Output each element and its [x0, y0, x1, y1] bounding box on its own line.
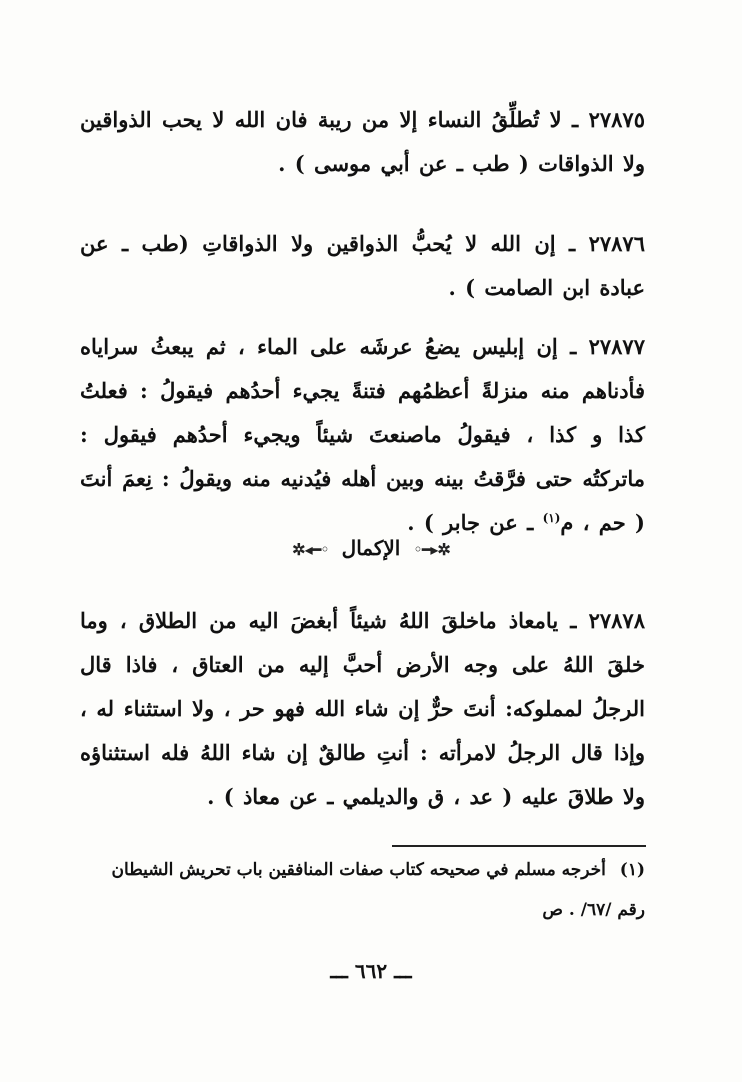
hadith-27877 [80, 325, 645, 545]
section-title: الإكمال [341, 536, 401, 560]
footnote [80, 850, 645, 930]
hadith-27878: ٢٧٨٧٨ ـ يامعاذ ماخلقَ اللهُ شيئاً أبغضَ اليه من الطلاق ، وما خلقَ اللهُ على وجه الأرض أحبَّ إليه من العتاق ، فاذا قال الرجلُ لمملوكه: أنتَ حرٌّ إن شاء الله فهو حر ، ولا استثناء له ، وإذا قال الرجلُ لامرأته : أنتِ طالقٌ إن شاء اللهُ فله استثناؤه ولا طلاقَ عليه ( عد ، ق والديلمي ـ عن معاذ ) . [80, 608, 645, 809]
ornament-right-icon: ✲▸━◦ [413, 539, 450, 559]
page-number: ـــ ٦٦٢ ـــ [330, 959, 412, 983]
footnote-reference: (١) [542, 511, 561, 525]
section-heading [0, 528, 742, 570]
footnote-text: أخرجه مسلم في صحيحه كتاب صفات المنافقين باب تحريش الشيطان رقم /٦٧/ . ص [111, 860, 645, 920]
hadith-27876: ٢٧٨٧٦ ـ إن الله لا يُحبُّ الذواقين ولا الذواقاتِ (طب ـ عن عبادة ابن الصامت ) . [80, 231, 645, 300]
hadith-27877-text: ٢٧٨٧٧ ـ إن إبليس يضعُ عرشَه على الماء ، ثم يبعثُ سراياه فأدناهم منه منزلةً أعظمُهم فتنةً يجيء أحدُهم فيقولُ : فعلتُ كذا و كذا ، فيقولُ ماصنعتَ شيئاً ويجيء أحدُهم فيقول : ماتركتُه حتى فرَّقتُ بينه وبين أهله فيُدنيه منه ويقولُ : نِعمَ أنتَ ( حم ، م [80, 334, 645, 535]
ornament-left-icon: ◦━◂✲ [292, 539, 329, 559]
footnote-number: (١) [619, 860, 645, 880]
hadith-27875: ٢٧٨٧٥ ـ لا تُطلِّقُ النساء إلا من ريبة فان الله لا يحب الذواقين ولا الذواقات ( طب ـ عن أبي موسى ) . [80, 107, 645, 176]
footnote-divider [392, 845, 646, 847]
hadith-27877-source: ـ عن جابر ) . [407, 510, 543, 535]
